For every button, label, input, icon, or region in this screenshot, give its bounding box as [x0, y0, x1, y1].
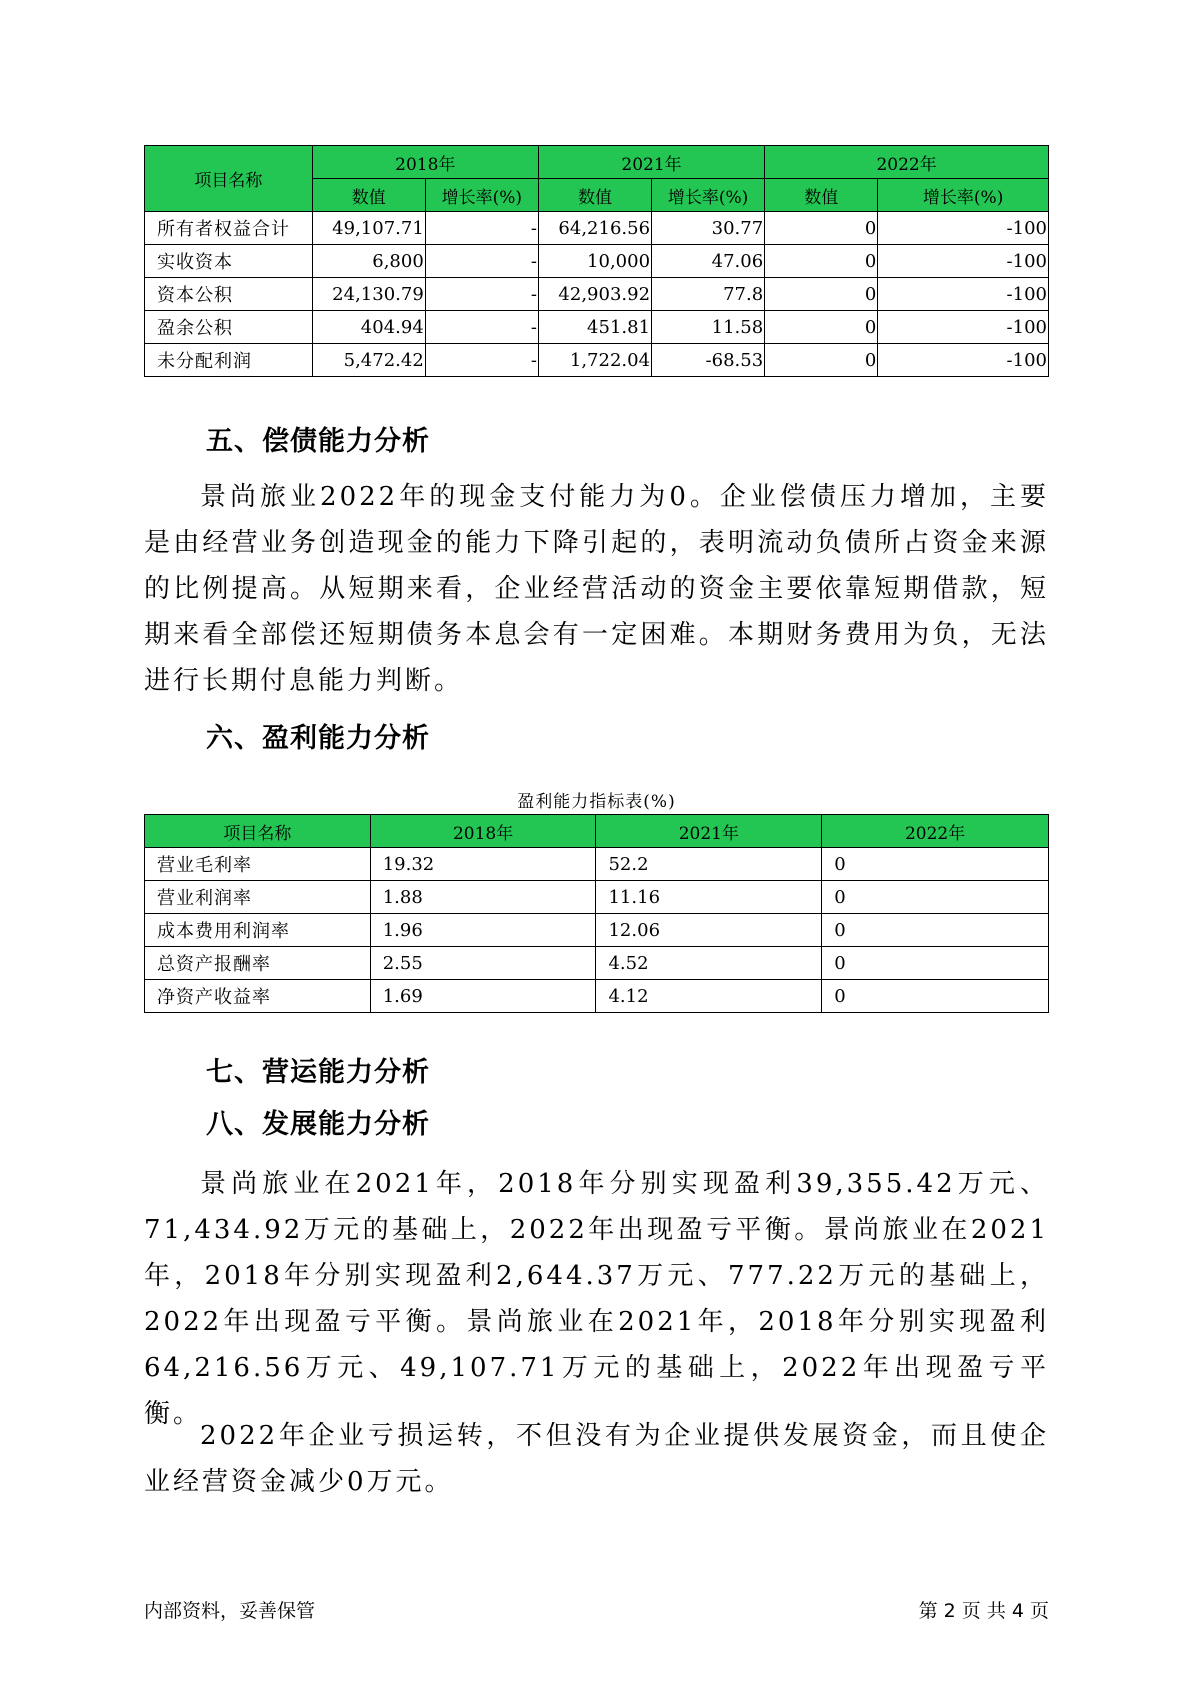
profitability-table	[144, 814, 1049, 1013]
cell-growth: -100	[878, 278, 1049, 311]
row-name: 总资产报酬率	[145, 947, 371, 980]
row-name: 净资产收益率	[145, 980, 371, 1013]
row-name: 营业利润率	[145, 881, 371, 914]
row-name: 成本费用利润率	[145, 914, 371, 947]
table-row	[145, 914, 1049, 947]
footer-confidential-note: 内部资料，妥善保管	[144, 1600, 316, 1622]
cell-value: 0	[765, 344, 878, 377]
row-name: 未分配利润	[145, 344, 313, 377]
table-caption: 盈利能力指标表(%)	[517, 792, 676, 812]
cell-growth: -100	[878, 311, 1049, 344]
row-name: 营业毛利率	[145, 848, 371, 881]
cell-value: 0	[822, 980, 1049, 1013]
cell-value: 12.06	[596, 914, 822, 947]
cell-growth: -	[425, 344, 538, 377]
section-heading-development: 八、发展能力分析	[206, 1109, 430, 1140]
row-name: 资本公积	[145, 278, 313, 311]
cell-value: 5,472.42	[312, 344, 425, 377]
cell-growth: 47.06	[652, 245, 765, 278]
equity-table	[144, 145, 1049, 377]
cell-value: 6,800	[312, 245, 425, 278]
cell-value: 42,903.92	[538, 278, 651, 311]
header-year-2018: 2018年	[312, 146, 538, 179]
header-year-2018: 2018年	[370, 815, 596, 848]
cell-value: 0	[765, 311, 878, 344]
cell-value: 1.88	[370, 881, 596, 914]
row-name: 所有者权益合计	[145, 212, 313, 245]
cell-growth: -100	[878, 344, 1049, 377]
cell-value: 451.81	[538, 311, 651, 344]
cell-value: 4.12	[596, 980, 822, 1013]
cell-value: 11.16	[596, 881, 822, 914]
cell-growth: 30.77	[652, 212, 765, 245]
table-row	[145, 881, 1049, 914]
header-year-2022: 2022年	[822, 815, 1049, 848]
cell-value: 1.96	[370, 914, 596, 947]
cell-growth: 11.58	[652, 311, 765, 344]
cell-growth: -100	[878, 212, 1049, 245]
row-name: 实收资本	[145, 245, 313, 278]
cell-value: 0	[765, 212, 878, 245]
cell-value: 49,107.71	[312, 212, 425, 245]
header-value-2021: 数值	[538, 179, 651, 212]
cell-value: 4.52	[596, 947, 822, 980]
table-row	[145, 311, 1049, 344]
header-value-2022: 数值	[765, 179, 878, 212]
header-growth-2022: 增长率(%)	[878, 179, 1049, 212]
header-growth-2021: 增长率(%)	[652, 179, 765, 212]
table-row	[145, 245, 1049, 278]
header-item-name: 项目名称	[145, 815, 371, 848]
development-paragraph-2: 2022年企业亏损运转，不但没有为企业提供发展资金，而且使企业经营资金减少0万元。	[144, 1421, 1049, 1497]
header-item-name: 项目名称	[145, 146, 313, 212]
header-year-2022: 2022年	[765, 146, 1049, 179]
cell-value: 1,722.04	[538, 344, 651, 377]
cell-value: 0	[822, 914, 1049, 947]
cell-growth: -100	[878, 245, 1049, 278]
section-heading-operation: 七、营运能力分析	[206, 1057, 430, 1088]
cell-value: 0	[765, 245, 878, 278]
cell-growth: -	[425, 311, 538, 344]
row-name: 盈余公积	[145, 311, 313, 344]
header-year-2021: 2021年	[596, 815, 822, 848]
table-row	[145, 848, 1049, 881]
cell-growth: -68.53	[652, 344, 765, 377]
cell-value: 0	[765, 278, 878, 311]
table-row	[145, 980, 1049, 1013]
header-year-2021: 2021年	[538, 146, 764, 179]
cell-growth: -	[425, 278, 538, 311]
cell-growth: 77.8	[652, 278, 765, 311]
table-row	[145, 212, 1049, 245]
cell-value: 0	[822, 848, 1049, 881]
cell-value: 19.32	[370, 848, 596, 881]
cell-value: 10,000	[538, 245, 651, 278]
table-row	[145, 278, 1049, 311]
table-row	[145, 947, 1049, 980]
footer-page-number: 第 2 页 共 4 页	[918, 1600, 1049, 1622]
cell-value: 404.94	[312, 311, 425, 344]
cell-value: 24,130.79	[312, 278, 425, 311]
cell-value: 0	[822, 947, 1049, 980]
header-value-2018: 数值	[312, 179, 425, 212]
solvency-paragraph: 景尚旅业2022年的现金支付能力为0。企业偿债压力增加，主要是由经营业务创造现金的能力下降引起的，表明流动负债所占资金来源的比例提高。从短期来看，企业经营活动的资金主要依靠短期借款，短期来看全部偿还短期债务本息会有一定困难。本期财务费用为负，无法进行长期付息能力判断。	[144, 482, 1049, 696]
table-row	[145, 344, 1049, 377]
header-growth-2018: 增长率(%)	[425, 179, 538, 212]
cell-value: 1.69	[370, 980, 596, 1013]
cell-value: 52.2	[596, 848, 822, 881]
development-paragraph-1: 景尚旅业在2021年，2018年分别实现盈利39,355.42万元、71,434.92万元的基础上，2022年出现盈亏平衡。景尚旅业在2021年，2018年分别实现盈利2,644.37万元、777.22万元的基础上，2022年出现盈亏平衡。景尚旅业在2021年，2018年分别实现盈利64,216.56万元、49,107.71万元的基础上，2022年出现盈亏平衡。	[144, 1169, 1049, 1429]
cell-growth: -	[425, 245, 538, 278]
cell-value: 2.55	[370, 947, 596, 980]
cell-value: 0	[822, 881, 1049, 914]
section-heading-solvency: 五、偿债能力分析	[206, 426, 430, 457]
section-heading-profitability: 六、盈利能力分析	[206, 723, 430, 754]
cell-growth: -	[425, 212, 538, 245]
cell-value: 64,216.56	[538, 212, 651, 245]
